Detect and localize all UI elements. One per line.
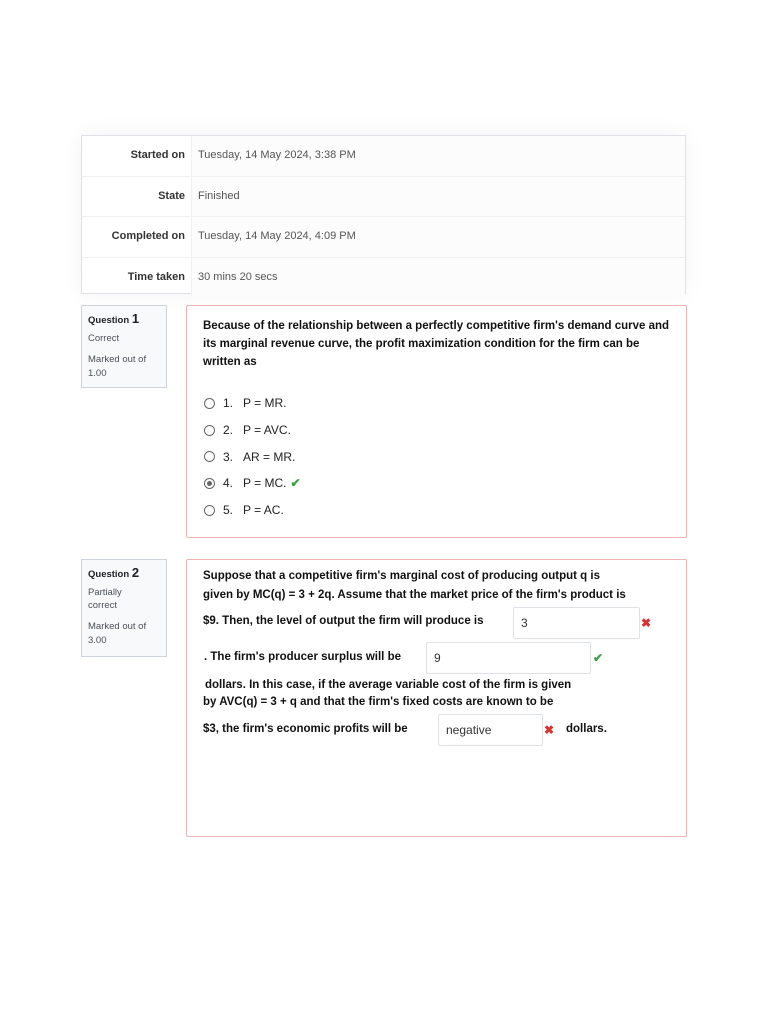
answer-input-output[interactable]: 3 [513,607,640,639]
question-number [88,311,160,326]
summary-value: Tuesday, 14 May 2024, 3:38 PM [192,136,685,176]
answer-option[interactable] [204,497,301,524]
answer-option-selected[interactable] [204,470,301,497]
radio-button-selected[interactable] [204,478,215,489]
summary-row-time-taken [82,258,685,298]
question-number [88,565,160,580]
answer-options [204,390,301,523]
radio-button[interactable] [204,451,215,462]
question-1-content [186,305,687,538]
answer-option[interactable] [204,390,301,417]
option-number: 1. [223,396,234,411]
option-number: 4. [223,476,234,491]
answer-option[interactable] [204,417,301,444]
question-grade: Marked out of 3.00 [88,621,147,646]
summary-row-completed [82,217,685,258]
summary-value: Finished [192,177,685,217]
radio-button[interactable] [204,398,215,409]
summary-value: Tuesday, 14 May 2024, 4:09 PM [192,217,685,257]
option-number: 5. [223,503,234,518]
option-label: P = AVC. [243,423,291,438]
question-prefix: Question [88,315,130,326]
radio-button[interactable] [204,425,215,436]
option-label: P = AC. [243,503,284,518]
option-label: AR = MR. [243,449,296,464]
question-text-line: given by MC(q) = 3 + 2q. Assume that the market price of the firm's product is [203,589,626,601]
radio-button[interactable] [204,505,215,516]
check-icon: ✔ [593,651,604,665]
question-text: Because of the relationship between a perfectly competitive firm's demand curve and its marginal revenue curve, the profit maximization condition for the firm can be written as [203,320,670,368]
question-number-value: 2 [131,565,140,580]
summary-label: State [82,177,192,217]
question-state: Correct [88,333,120,344]
question-text-line: by AVC(q) = 3 + q and that the firm's fixed costs are known to be [203,696,554,708]
question-text-line: . The firm's producer surplus will be [204,651,401,663]
summary-row-started [82,136,685,177]
attempt-summary-table [81,135,686,294]
option-label: P = MC. [243,476,287,491]
question-state: Partially correct [88,587,122,611]
question-text-line: $3, the firm's economic profits will be [203,723,408,735]
option-number: 3. [223,449,234,464]
answer-input-producer-surplus[interactable]: 9 [426,642,591,674]
check-icon: ✔ [290,476,301,491]
question-text-line: dollars. In this case, if the average variable cost of the firm is given [205,679,572,691]
cross-icon: ✖ [641,616,652,630]
question-prefix: Question [88,569,130,580]
answer-option[interactable] [204,443,301,470]
question-text-line: $9. Then, the level of output the firm will produce is [203,615,484,627]
summary-label: Time taken [82,258,192,298]
summary-value: 30 mins 20 secs [192,258,685,298]
summary-label: Completed on [82,217,192,257]
question-number-value: 1 [131,311,140,326]
option-label: P = MR. [243,396,287,411]
cross-icon: ✖ [544,723,555,737]
question-2-info [81,559,167,657]
question-1-info [81,305,167,388]
summary-label: Started on [82,136,192,176]
answer-input-economic-profits[interactable]: negative [438,714,543,746]
question-text-line: dollars. [566,723,607,735]
option-number: 2. [223,423,234,438]
summary-row-state [82,177,685,218]
question-text-line: Suppose that a competitive firm's marginal cost of producing output q is [203,570,600,582]
question-2-content [186,559,687,837]
question-grade: Marked out of 1.00 [88,354,147,379]
